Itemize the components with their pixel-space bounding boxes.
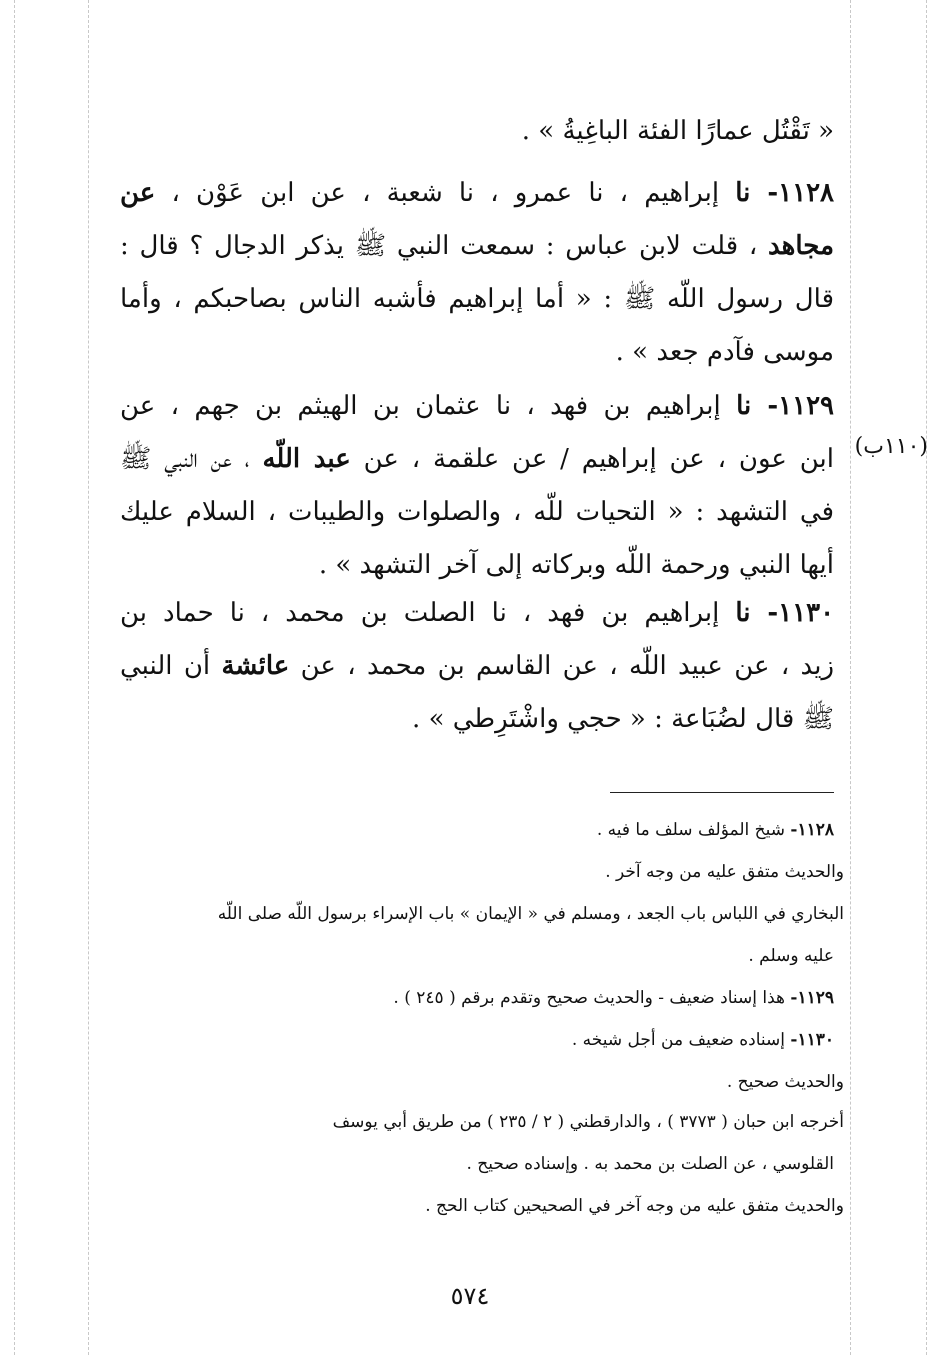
hadith-text: ﷺ قال لضُبَاعة : « حجي واشْتَرِطي » . [412, 704, 834, 734]
footnote-text: هذا إسناد ضعيف - والحديث صحيح وتقدم برقم ( ٢٤٥ ) . [393, 988, 791, 1008]
footnote-separator [610, 792, 834, 793]
hadith-text: في التشهد : « التحيات للّه ، والصلوات والطيبات ، السلام عليك [120, 497, 834, 527]
margin-folio-note: (١١٠ب) [854, 434, 928, 459]
scan-border-right-inner [850, 0, 851, 1355]
hadith-lead: نا [736, 391, 752, 421]
hadith-1130 [120, 587, 834, 746]
footnote-1130-line-2 [130, 1072, 844, 1092]
hadith-1129-line-3 [120, 486, 834, 539]
hadith-lead: نا [735, 178, 751, 208]
footnote-text: والحديث متفق عليه من وجه آخر في الصحيحين كتاب الحج . [425, 1196, 844, 1216]
hadith-1130-line-3 [120, 693, 834, 746]
footnote-number: ١١٢٨- [790, 820, 834, 840]
footnote-1128-line-3 [130, 904, 844, 924]
hadith-text: قال رسول اللّه ﷺ : « أما إبراهيم فأشبه الناس بصاحبكم ، وأما [120, 284, 834, 314]
hadith-text: ، قلت لابن عباس : سمعت النبي ﷺ يذكر الدجال ؟ قال : [120, 231, 768, 261]
footnote-number: ١١٢٩- [790, 988, 834, 1008]
footnote-text: شيخ المؤلف سلف ما فيه . [596, 820, 791, 840]
hadith-lead: نا [735, 598, 751, 628]
page-number: ٥٧٤ [450, 1282, 490, 1310]
hadith-bold-name: عبد اللّه [262, 444, 351, 474]
hadith-text: أيها النبي ورحمة اللّه وبركاته إلى آخر التشهد » . [318, 550, 834, 580]
hadith-1128-line-4 [120, 326, 834, 379]
hadith-text: ، عن النبي ﷺ [120, 444, 263, 474]
footnote-1128-line-4 [120, 946, 834, 966]
footnote-text: والحديث متفق عليه من وجه آخر . [605, 862, 844, 882]
hadith-1128 [120, 167, 834, 379]
footnote-1129-line-1 [120, 988, 834, 1008]
hadith-1130-line-1: ١١٣٠- نا إبراهيم بن فهد ، نا الصلت بن محمد ، نا حماد بن [120, 598, 835, 628]
hadith-number: ١١٢٨ [778, 178, 834, 208]
hadith-bold-name: مجاهد [768, 231, 834, 261]
hadith-bold-word: عن [120, 178, 156, 208]
opening-quote-text: « تَقْتُل عمارًا الفئة الباغِيةُ » . [521, 116, 834, 146]
hadith-1128-line-2 [120, 220, 834, 273]
hadith-text: زيد ، عن عبيد اللّه ، عن القاسم بن محمد ، عن [289, 651, 834, 681]
hadith-1129-line-4 [120, 539, 834, 592]
hadith-number: ١١٣٠ [778, 598, 835, 628]
scan-border-left-outer [14, 0, 15, 1355]
text-line-opening [120, 105, 834, 158]
hadith-text: موسى فآدم جعد » . [615, 337, 834, 367]
scan-border-left-inner [88, 0, 89, 1355]
hadith-1129 [120, 380, 834, 592]
hadith-1130-line-2 [120, 640, 834, 693]
hadith-1129-line-2 [120, 433, 834, 486]
footnote-1128-line-1 [120, 820, 834, 840]
footnote-number: ١١٣٠- [790, 1030, 834, 1050]
hadith-1128-line-3 [120, 273, 834, 326]
footnote-1130-line-5 [130, 1196, 844, 1216]
hadith-text: إبراهيم بن فهد ، نا الصلت بن محمد ، نا حماد بن [120, 598, 720, 628]
hadith-bold-name: عائشة [221, 651, 290, 681]
footnote-text: البخاري في اللباس باب الجعد ، ومسلم في « الإيمان » باب الإسراء برسول اللّه صلى اللّه [217, 904, 844, 924]
hadith-1129-line-1: ١١٢٩- نا إبراهيم بن فهد ، نا عثمان بن الهيثم بن جهم ، عن [120, 391, 834, 421]
hadith-text: ابن عون ، عن إبراهيم / عن علقمة ، عن [350, 444, 834, 474]
footnote-1130-line-4 [120, 1154, 834, 1174]
footnote-1128-line-2 [130, 862, 844, 882]
footnote-text: القلوسي ، عن الصلت بن محمد به . وإسناده صحيح . [466, 1154, 834, 1174]
hadith-text: أن النبي [120, 651, 222, 681]
footnote-text: والحديث صحيح . [726, 1072, 844, 1092]
footnote-text: إسناده ضعيف من أجل شيخه . [571, 1030, 791, 1050]
footnote-text: عليه وسلم . [748, 946, 834, 966]
hadith-text: إبراهيم ، نا عمرو ، نا شعبة ، عن ابن عَوْن ، [155, 178, 720, 208]
scan-border-right-outer [926, 0, 927, 1355]
footnote-1130-line-3 [130, 1112, 844, 1132]
footnote-text: أخرجه ابن حبان ( ٣٧٧٣ ) ، والدارقطني ( ٢ / ٢٣٥ ) من طريق أبي يوسف [332, 1112, 844, 1132]
footnote-1130-line-1 [120, 1030, 834, 1050]
hadith-number: ١١٢٩ [778, 391, 834, 421]
hadith-1128-line-1: ١١٢٨- نا إبراهيم ، نا عمرو ، نا شعبة ، عن ابن عَوْن ، عن [120, 178, 834, 208]
hadith-text: إبراهيم بن فهد ، نا عثمان بن الهيثم بن جهم ، عن [120, 391, 721, 421]
